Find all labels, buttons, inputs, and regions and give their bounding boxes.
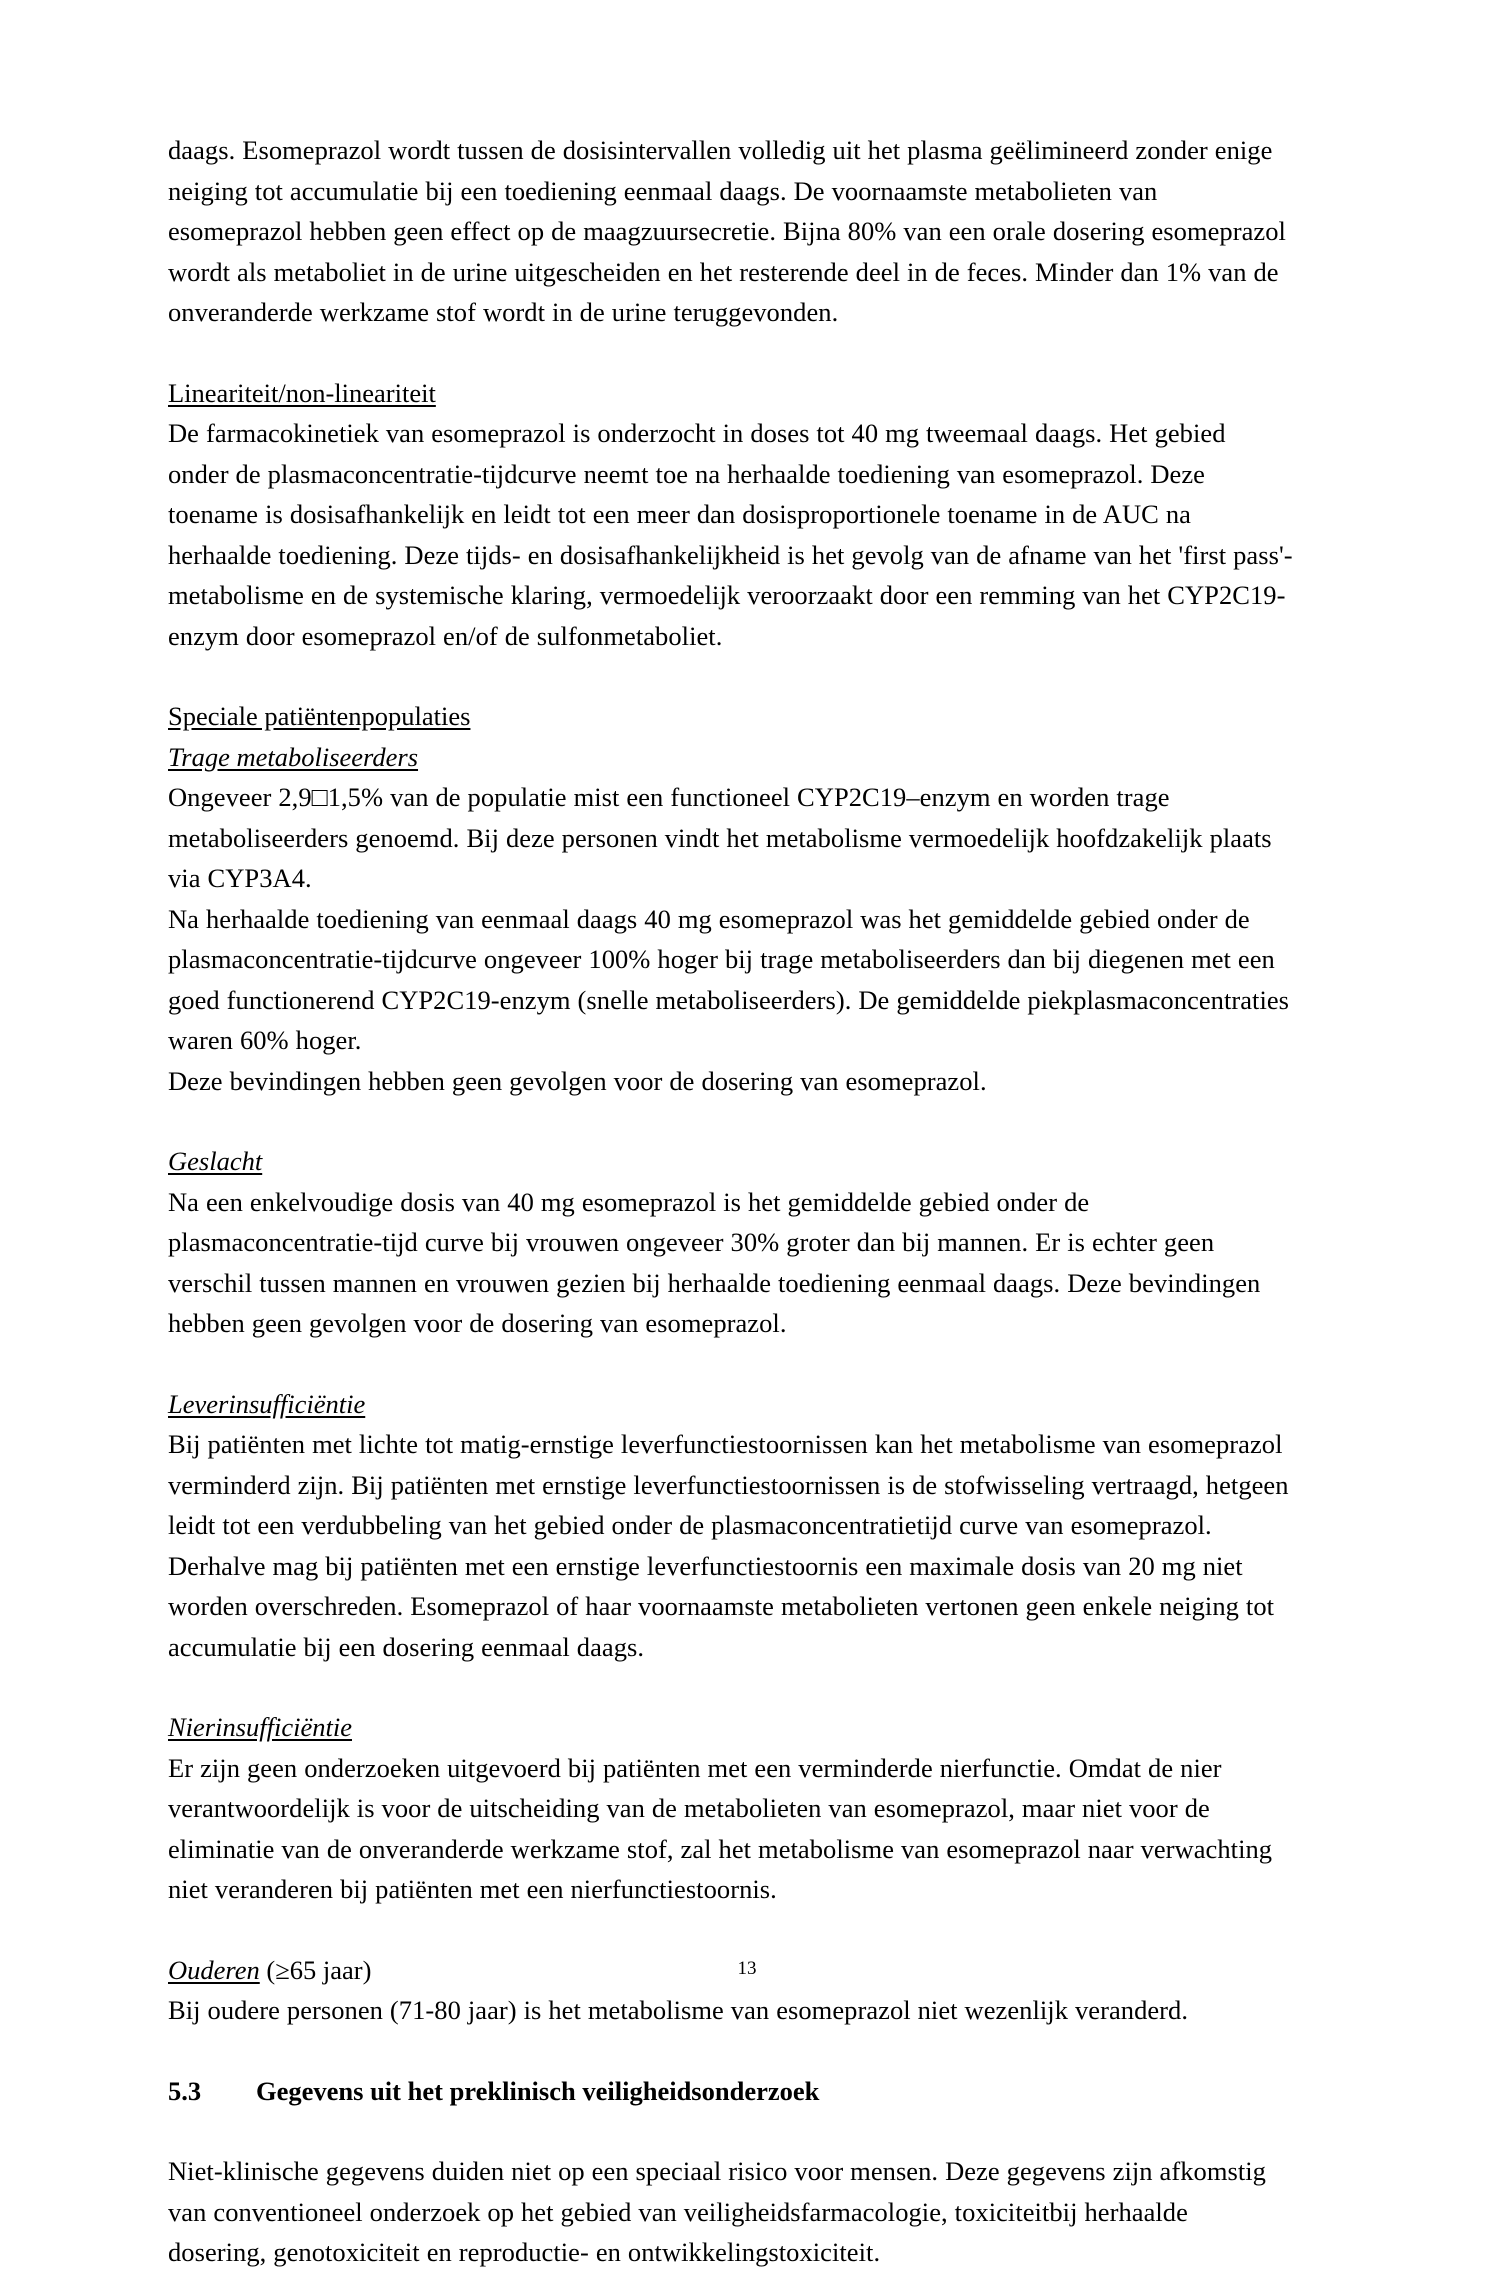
- paragraph-spacer: [168, 1101, 1293, 1141]
- heading-lineariteit: [168, 373, 1293, 414]
- section-number: 5.3: [168, 2075, 202, 2106]
- lever-paragraph: Bij patiënten met lichte tot matig-ernstige leverfunctiestoornissen kan het metabolisme van esomeprazol verminderd zijn. Bij patiënten met ernstige leverfunctiestoornissen is de stofwisseling vertraagd, hetgeen leidt tot een verdubbeling van het gebied onder de plasmaconcentratietijd curve van esomeprazol. Derhalve mag bij patiënten met een ernstige leverfunctiestoornis een maximale dosis van 20 mg niet worden overschreden. Esomeprazol of haar voornaamste metabolieten vertonen geen enkele neiging tot accumulatie bij een dosering eenmaal daags.: [168, 1429, 1289, 1662]
- paragraph-spacer: [168, 2031, 1293, 2071]
- heading-lineariteit-text: Lineariteit/non-lineariteit: [168, 377, 436, 408]
- heading-speciale-text: Speciale patiëntenpopulaties: [168, 701, 471, 731]
- heading-geslacht-text: Geslacht: [168, 1146, 263, 1176]
- lineariteit-paragraph: De farmacokinetiek van esomeprazol is onderzocht in doses tot 40 mg tweemaal daags. Het gebied onder de plasmaconcentratie-tijdcurve neemt toe na herhaalde toediening van esomeprazol. Deze toename is dosisafhankelijk en leidt tot een meer dan dosisproportionele toename in de AUC na herhaalde toediening. Deze tijds- en dosisafhankelijkheid is het gevolg van de afname van het 'first pass'-metabolisme en de systemische klaring, vermoedelijk veroorzaakt door een remming van het CYP2C19-enzym door esomeprazol en/of de sulfonmetaboliet.: [168, 418, 1293, 651]
- heading-ouderen-age: (≥65 jaar): [259, 1954, 372, 1985]
- heading-trage-metaboliseerders: [168, 737, 1293, 778]
- heading-geslacht: [168, 1141, 1293, 1182]
- paragraph-spacer: [168, 333, 1293, 373]
- paragraph-spacer: [168, 1910, 1293, 1950]
- heading-nierinsufficientie: [168, 1707, 1293, 1748]
- paragraph-spacer: [168, 2111, 1293, 2151]
- section-title: Gegevens uit het preklinisch veiligheidsonderzoek: [256, 2075, 820, 2106]
- page-number: 13: [737, 1958, 757, 1979]
- heading-section-5-3: [168, 2071, 1293, 2112]
- heading-trage-text: Trage metaboliseerders: [168, 741, 419, 772]
- heading-speciale-patientenpopulaties: [168, 696, 1293, 737]
- paragraph-spacer: [168, 1667, 1293, 1707]
- paragraph-spacer: [168, 656, 1293, 696]
- geslacht-paragraph: Na een enkelvoudige dosis van 40 mg esomeprazol is het gemiddelde gebied onder de plasmaconcentratie-tijd curve bij vrouwen ongeveer 30% groter dan bij mannen. Er is echter geen verschil tussen mannen en vrouwen gezien bij herhaalde toediening eenmaal daags. Deze bevindingen hebben geen gevolgen voor de dosering van esomeprazol.: [168, 1186, 1261, 1338]
- heading-leverinsufficientie: [168, 1384, 1293, 1425]
- heading-lever-text: Leverinsufficiëntie: [168, 1388, 366, 1419]
- paragraph-spacer: [168, 1344, 1293, 1384]
- trage-paragraph-3: Deze bevindingen hebben geen gevolgen voor de dosering van esomeprazol.: [168, 1065, 987, 1096]
- ouderen-paragraph: Bij oudere personen (71-80 jaar) is het metabolisme van esomeprazol niet wezenlijk veranderd.: [168, 1995, 1189, 2025]
- section-5-3-paragraph: Niet-klinische gegevens duiden niet op een speciaal risico voor mensen. Deze gegevens zijn afkomstig van conventioneel onderzoek op het gebied van veiligheidsfarmacologie, toxiciteitbij herhaalde dosering, genotoxiciteit en reproductie- en ontwikkelingstoxiciteit.: [168, 2156, 1266, 2267]
- trage-paragraph-2: Na herhaalde toediening van eenmaal daags 40 mg esomeprazol was het gemiddelde gebied onder de plasmaconcentratie-tijdcurve ongeveer 100% hoger bij trage metaboliseerders dan bij diegenen met een goed functionerend CYP2C19-enzym (snelle metaboliseerders). De gemiddelde piekplasmaconcentraties waren 60% hoger.: [168, 903, 1290, 1055]
- nier-paragraph: Er zijn geen onderzoeken uitgevoerd bij patiënten met een verminderde nierfunctie. Omdat de nier verantwoordelijk is voor de uitscheiding van de metabolieten van esomeprazol, maar niet voor de eliminatie van de onveranderde werkzame stof, zal het metabolisme van esomeprazol naar verwachting niet veranderen bij patiënten met een nierfunctiestoornis.: [168, 1752, 1273, 1904]
- page-content: [168, 130, 1293, 2273]
- heading-ouderen-text: Ouderen: [168, 1954, 260, 1985]
- intro-paragraph: daags. Esomeprazol wordt tussen de dosisintervallen volledig uit het plasma geëlimineerd zonder enige neiging tot accumulatie bij een toediening eenmaal daags. De voornaamste metabolieten van esomeprazol hebben geen effect op de maagzuursecretie. Bijna 80% van een orale dosering esomeprazol wordt als metaboliet in de urine uitgescheiden en het resterende deel in de feces. Minder dan 1% van de onveranderde werkzame stof wordt in de urine teruggevonden.: [168, 135, 1286, 327]
- heading-nier-text: Nierinsufficiëntie: [168, 1712, 352, 1742]
- trage-paragraph-1: Ongeveer 2,9□1,5% van de populatie mist een functioneel CYP2C19–enzym en worden trage metaboliseerders genoemd. Bij deze personen vindt het metabolisme vermoedelijk hoofdzakelijk plaats via CYP3A4.: [168, 782, 1272, 893]
